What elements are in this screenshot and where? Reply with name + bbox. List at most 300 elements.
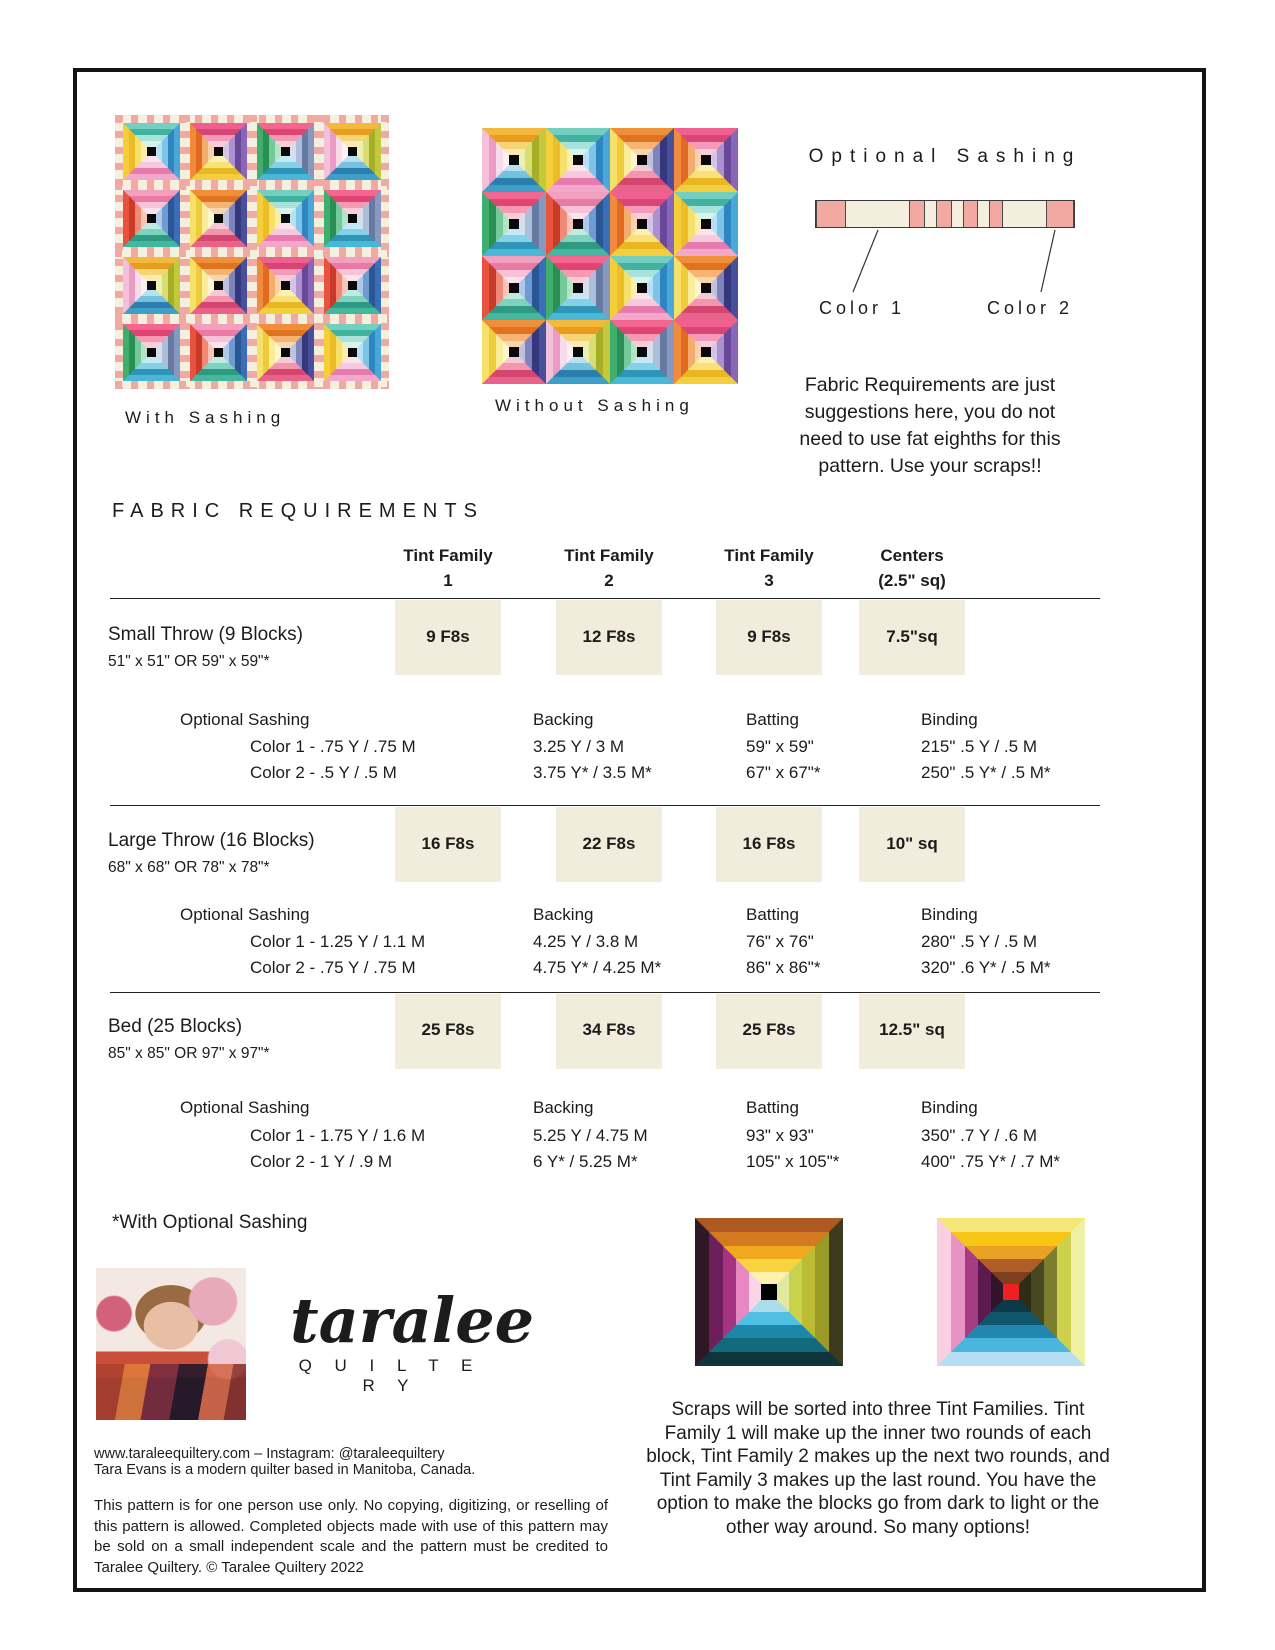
quilt-block-round [129,196,174,241]
quilt-block [190,123,247,180]
quilt-block-center [348,348,357,357]
quilt-block-round [624,206,660,242]
block-diagram-light-to-dark [937,1218,1085,1366]
binding-label: Binding [921,905,978,924]
binding-value-sashed: 320" .6 Y* / .5 M* [921,958,1051,977]
quilt-block-round [674,192,738,256]
binding-value-sashed: 250" .5 Y* / .5 M* [921,763,1051,782]
quilter-photo [96,1268,246,1420]
sashing-segment-pink [936,201,952,227]
logo-sub-text: Q U I L T E R Y [298,1356,482,1395]
quilt-block-round [196,129,241,174]
quilt-block-round [342,208,363,229]
quilt-block-round [202,135,235,168]
quilt-block [190,190,247,247]
feature-block-round [723,1246,815,1338]
quilt-block-round [567,149,589,171]
quilt-block-round [269,336,302,369]
note-line: suggestions here, you do not [804,401,1056,423]
quilt-block-round [482,128,546,192]
sashing-segment-pink [989,201,1004,227]
quilt-block-round [123,324,180,381]
section-title: FABRIC REQUIREMENTS [112,500,484,522]
quilt-block-round [257,123,314,180]
scraps-description: Scraps will be sorted into three Tint Families. Tint Family 1 will make up the inner two rounds of each block, Tint Family 2 makes up the next two rounds, and Tint Family 3 makes up the last round. You have the option to make the blocks go from dark to light or the other way around. So many options! [646,1399,1110,1538]
quilt-block-round [503,277,525,299]
quilt-block [674,192,738,256]
table-rule [110,598,1100,599]
quilt-block [324,257,381,314]
quilt-block-center [214,281,223,290]
quilt-block [610,192,674,256]
quilt-block-round [324,123,381,180]
cell-value: 16 F8s [421,834,475,853]
batting-value-sashed: 86" x 86"* [746,958,821,977]
brand-logo [290,1284,535,1396]
sashing-segment-cream [846,201,910,227]
quilt-block-round [503,341,525,363]
legal-text: This pattern is for one person use only. No copying, digitizing, or reselling of this pattern is allowed. Completed objects made with use of this pattern may be sold on a small independent scale and the pattern must be credited to Taralee Quiltery. © Taralee Quiltery 2022 [94,1497,608,1576]
quilt-block-round [141,208,162,229]
quilt-block-center [281,348,290,357]
quilt-block-center [348,147,357,156]
quilt-block-center [637,347,647,357]
binding-label: Binding [921,1098,978,1117]
quilt-block-round [123,123,180,180]
without-sashing-label: Without Sashing [495,396,694,415]
cell-value: 25 F8s [742,1020,796,1039]
quilt-block-round [560,142,596,178]
sashing-segment-pink [963,201,978,227]
quilt-block-round [553,263,603,313]
feature-block-center [761,1284,777,1300]
binding-value-sashed: 400" .75 Y* / .7 M* [921,1152,1060,1171]
quilt-block [546,320,610,384]
cell-value: 10" sq [886,834,938,853]
row-name: Small Throw (9 Blocks) [108,624,303,645]
batting-value-sashed: 67" x 67"* [746,763,821,782]
quilt-block [324,324,381,381]
backing-value: 3.25 Y / 3 M [533,737,625,756]
note-line: pattern. Use your scraps!! [818,455,1042,477]
quilt-block-round [141,342,162,363]
quilt-block-round [496,142,532,178]
sashing-strip-vertical [381,115,389,389]
color1-detail: Color 1 - 1.75 Y / 1.6 M [250,1126,426,1145]
quilt-block-round [208,342,229,363]
fabric-requirements-note [740,372,1120,480]
sashing-segment-pink [1046,201,1074,227]
backing-value: 5.25 Y / 4.75 M [533,1126,648,1145]
table-rule [110,805,1100,806]
quilt-block-round [263,263,308,308]
website-instagram-line: www.taraleequiltery.com – Instagram: @taraleequiltery [94,1446,445,1462]
quilt-block-round [546,320,610,384]
quilt-block [257,123,314,180]
quilt-block [257,257,314,314]
sashing-strip-horizontal [115,314,389,324]
quilt-block-center [348,281,357,290]
color2-detail: Color 2 - 1 Y / .9 M [250,1152,393,1171]
quilt-block-round [202,269,235,302]
quilt-block-round [129,129,174,174]
quilt-block [123,324,180,381]
quilt-block-round [503,149,525,171]
quilt-block [674,128,738,192]
quilt-block-round [336,336,369,369]
quilt-block-round [695,341,717,363]
table-rule [110,992,1100,993]
feature-block-center [1003,1284,1019,1300]
quilt-block [123,190,180,247]
quilt-block-round [503,213,525,235]
row-dimensions: 85" x 85" OR 97" x 97"* [108,1045,270,1062]
column-header-tint-family-3: Tint Family 3 [724,546,814,590]
photo-jacket-detail [96,1364,246,1420]
quilt-block-round [489,135,539,185]
sashing-detail-label: Optional Sashing [180,1098,310,1117]
quilt-block-round [141,275,162,296]
quilt-block-round [482,320,546,384]
sashing-pointer-lines [815,228,1075,296]
quilt-block-round [275,141,296,162]
quilt-block-center [637,219,647,229]
quilt-block-round [567,213,589,235]
quilt-block-center [147,281,156,290]
quilt-block-round [617,135,667,185]
quilt-block-round [324,190,381,247]
quilt-block-round [546,256,610,320]
backing-label: Backing [533,1098,594,1117]
backing-value: 4.25 Y / 3.8 M [533,932,639,951]
feature-block-round [991,1272,1031,1312]
quilt-block-round [560,270,596,306]
quilt-block-round [624,142,660,178]
quilt-block-round [275,208,296,229]
feature-block-round [736,1259,802,1325]
sashing-footnote: *With Optional Sashing [112,1212,308,1233]
quilt-block-center [348,214,357,223]
quilt-block-round [624,270,660,306]
quilt-block-center [701,155,711,165]
quilt-block-round [553,199,603,249]
quilt-block-round [631,213,653,235]
quilt-block [482,256,546,320]
quilt-block-round [560,334,596,370]
row-name: Large Throw (16 Blocks) [108,830,315,851]
backing-value-sashed: 6 Y* / 5.25 M* [533,1152,638,1171]
backing-value-sashed: 3.75 Y* / 3.5 M* [533,763,652,782]
quilt-block-round [688,142,724,178]
quilt-block-round [135,336,168,369]
quilt-block [324,190,381,247]
quilt-block-round [263,196,308,241]
quilt-block-center [147,348,156,357]
feature-block-round [709,1232,829,1352]
batting-label: Batting [746,905,799,924]
sashing-segment-cream [978,201,989,227]
batting-value: 76" x 76" [746,932,814,951]
cell-value: 7.5"sq [886,627,938,646]
block-diagram-dark-to-light [695,1218,843,1366]
quilt-block-round [336,202,369,235]
quilt-block-round [196,330,241,375]
quilt-block-round [631,277,653,299]
quilt-block-round [257,324,314,381]
quilt-block-round [190,257,247,314]
quilt-block [610,256,674,320]
quilt-block [190,324,247,381]
quilt-block-center [281,214,290,223]
note-line: Fabric Requirements are just [804,374,1056,396]
cell-value: 12 F8s [582,627,636,646]
quilt-block-round [674,256,738,320]
quilt-block-round [269,135,302,168]
quilt-image-without-sashing [482,128,738,384]
quilt-block-round [336,269,369,302]
backing-value-sashed: 4.75 Y* / 4.25 M* [533,958,662,977]
quilt-block-center [573,283,583,293]
quilt-block-center [573,219,583,229]
feature-block-round [951,1232,1071,1352]
quilt-block-round [208,275,229,296]
quilt-block-round [190,324,247,381]
feature-block-round [695,1218,843,1366]
batting-value: 59" x 59" [746,737,814,756]
quilt-block [123,123,180,180]
quilt-block-round [324,257,381,314]
quilt-block-round [567,277,589,299]
quilt-block-round [123,257,180,314]
quilt-block-round [546,192,610,256]
quilt-block-round [330,263,375,308]
quilt-block-round [489,327,539,377]
quilt-block-round [617,327,667,377]
quilt-block-round [135,135,168,168]
quilt-block-round [336,135,369,168]
quilt-block [674,256,738,320]
color2-label: Color 2 [986,298,1074,318]
row-dimensions: 68" x 68" OR 78" x 78"* [108,859,270,876]
quilt-block-round [681,327,731,377]
row-dimensions: 51" x 51" OR 59" x 59"* [108,653,270,670]
quilt-block [257,190,314,247]
bio-line: Tara Evans is a modern quilter based in Manitoba, Canada. [94,1462,476,1478]
quilt-block-center [701,283,711,293]
quilt-block [482,192,546,256]
sashing-segment-pink [909,201,925,227]
quilt-block-round [196,263,241,308]
quilt-block [324,123,381,180]
quilt-block-round [263,330,308,375]
quilt-block-round [269,269,302,302]
quilt-block-round [496,206,532,242]
cell-value: 9 F8s [426,627,470,646]
quilt-block-round [208,208,229,229]
sashing-strip-diagram [815,200,1075,228]
quilt-block-round [330,330,375,375]
quilt-block [123,257,180,314]
quilt-block-round [553,327,603,377]
quilt-block-center [701,219,711,229]
color2-detail: Color 2 - .5 Y / .5 M [250,763,397,782]
quilt-block [546,256,610,320]
batting-value: 93" x 93" [746,1126,814,1145]
quilt-block-round [695,213,717,235]
cell-value: 22 F8s [582,834,636,853]
quilt-block-center [214,348,223,357]
feature-block-round [978,1259,1044,1325]
column-header-centers: Centers (2.5" sq) [878,546,946,590]
cell-value: 16 F8s [742,834,796,853]
quilt-block-round [135,202,168,235]
binding-value: 280" .5 Y / .5 M [921,932,1037,951]
quilt-block-round [553,135,603,185]
quilt-block-round [681,135,731,185]
quilt-block-center [147,147,156,156]
batting-label: Batting [746,710,799,729]
cell-value: 12.5" sq [879,1020,945,1039]
quilt-block-round [489,199,539,249]
quilt-block-round [196,196,241,241]
quilt-block [674,320,738,384]
quilt-block-round [330,129,375,174]
color2-detail: Color 2 - .75 Y / .75 M [250,958,416,977]
sashing-strip-horizontal [115,247,389,257]
quilt-block-round [275,275,296,296]
column-header-tint-family-2: Tint Family 2 [564,546,654,590]
quilt-block-round [681,263,731,313]
quilt-block-round [610,256,674,320]
sashing-segment-cream [1003,201,1046,227]
quilt-block-round [489,263,539,313]
quilt-block-round [141,141,162,162]
quilt-block-center [281,147,290,156]
quilt-block-round [202,202,235,235]
quilt-image-with-sashing [115,115,389,389]
quilt-block-center [509,219,519,229]
quilt-block-round [257,257,314,314]
binding-value: 215" .5 Y / .5 M [921,737,1037,756]
quilt-block-center [509,155,519,165]
quilt-block-round [617,199,667,249]
binding-label: Binding [921,710,978,729]
quilt-block-round [129,330,174,375]
quilt-block [546,192,610,256]
cell-value: 25 F8s [421,1020,475,1039]
quilt-block-round [567,341,589,363]
quilt-block-center [701,347,711,357]
quilt-block-center [637,283,647,293]
quilt-block-round [610,192,674,256]
quilt-block [482,320,546,384]
quilt-block [546,128,610,192]
quilt-block-round [496,334,532,370]
sashing-segment-pink [816,201,846,227]
quilt-block-round [631,149,653,171]
quilt-block-round [257,190,314,247]
column-header-tint-family-1: Tint Family 1 [403,546,493,590]
optional-sashing-title: Optional Sashing [808,146,1082,167]
quilt-block-round [482,192,546,256]
quilt-block-center [509,347,519,357]
quilt-block-round [342,141,363,162]
sashing-segment-cream [925,201,936,227]
quilt-block-round [123,190,180,247]
sashing-segment-cream [952,201,963,227]
quilt-block-round [688,270,724,306]
quilt-block-round [135,269,168,302]
color1-detail: Color 1 - 1.25 Y / 1.1 M [250,932,426,951]
quilt-block-round [496,270,532,306]
sashing-strip-horizontal [115,381,389,389]
backing-label: Backing [533,710,594,729]
sashing-detail-label: Optional Sashing [180,710,310,729]
with-sashing-label: With Sashing [125,408,286,427]
binding-value: 350" .7 Y / .6 M [921,1126,1037,1145]
quilt-block [610,320,674,384]
cell-value: 34 F8s [582,1020,636,1039]
quilt-block-round [190,190,247,247]
quilt-block-round [275,342,296,363]
quilt-block-round [695,277,717,299]
quilt-block-round [342,275,363,296]
batting-label: Batting [746,1098,799,1117]
quilt-block-round [688,334,724,370]
sashing-detail-label: Optional Sashing [180,905,310,924]
quilt-block-round [324,324,381,381]
backing-label: Backing [533,905,594,924]
quilt-block-round [610,128,674,192]
quilt-block-round [190,123,247,180]
quilt-block-round [482,256,546,320]
quilt-block-center [281,281,290,290]
quilt-block-center [573,347,583,357]
feature-block-round [749,1272,789,1312]
quilt-block-round [695,149,717,171]
quilt-block-round [560,206,596,242]
sashing-strip-vertical [314,115,324,389]
quilt-block-round [129,263,174,308]
quilt-block-round [202,336,235,369]
quilt-block-round [546,128,610,192]
quilt-block [190,257,247,314]
quilt-block-center [214,147,223,156]
row-name: Bed (25 Blocks) [108,1016,243,1037]
quilt-block-round [342,342,363,363]
quilt-block-round [263,129,308,174]
quilt-block-center [509,283,519,293]
feature-block-round [937,1218,1085,1366]
quilt-block [610,128,674,192]
quilt-block-round [330,196,375,241]
quilt-block-round [631,341,653,363]
logo-script-text: taralee [290,1284,535,1357]
cell-value: 9 F8s [747,627,791,646]
quilt-block-center [214,214,223,223]
quilt-block-round [674,128,738,192]
quilt-block-round [624,334,660,370]
quilt-block-round [269,202,302,235]
quilt-block-round [610,320,674,384]
quilt-block-round [617,263,667,313]
color1-label: Color 1 [818,298,906,318]
quilt-block-center [573,155,583,165]
quilt-block-center [637,155,647,165]
feature-block-round [965,1246,1057,1338]
note-line: need to use fat eighths for this [799,428,1061,450]
quilt-block-round [208,141,229,162]
